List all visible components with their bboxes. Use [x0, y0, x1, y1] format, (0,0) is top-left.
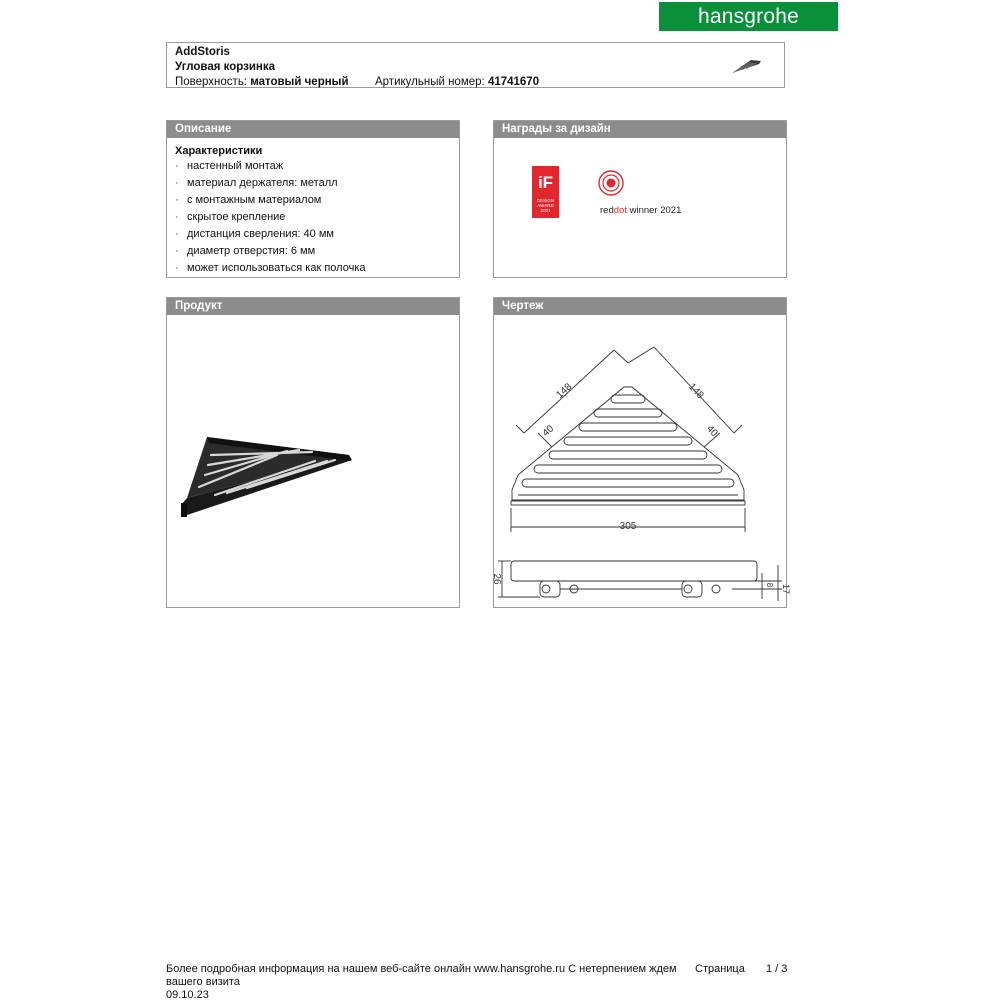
if-design-award-icon [532, 166, 559, 218]
svg-text:reddot winner 2021: reddot winner 2021 [600, 205, 682, 216]
product-meta [175, 75, 776, 90]
dim-small-17: 17 [781, 583, 791, 595]
footer-date: 09.10.23 [166, 989, 209, 1001]
feature-list [167, 158, 459, 277]
footer-text-line2: вашего визита [166, 976, 240, 988]
feature-item: · с монтажным материалом [175, 194, 322, 206]
surface-label: Поверхность: [175, 76, 248, 88]
basket-side-outline [511, 561, 757, 581]
technical-drawing [491, 315, 791, 607]
description-panel [166, 120, 460, 278]
awards-panel-title: Награды за дизайн [494, 121, 786, 138]
awards-panel [493, 120, 787, 278]
page-number: 1 / 3 [766, 963, 788, 975]
footer-text-line1: Более подробная информация на нашем веб-сайте онлайн www.hansgrohe.ru С нетерпением ждем [166, 963, 677, 975]
dim-right-side: 148 [686, 381, 706, 402]
awards-logos [494, 138, 786, 277]
article-label: Артикульный номер: [374, 76, 485, 88]
product-panel-title: Продукт [167, 298, 459, 315]
product-name: AddStoris [175, 46, 230, 58]
basket-top-outline [512, 387, 744, 500]
characteristics-title: Характеристики [175, 145, 263, 157]
feature-item: · материал держателя: металл [175, 177, 338, 189]
reddot-award-icon [599, 171, 681, 216]
dim-height: 26 [491, 573, 502, 585]
feature-item: · может использоваться как полочка [175, 262, 366, 274]
svg-text:2021: 2021 [540, 208, 551, 213]
svg-text:DESIGN: DESIGN [536, 198, 555, 203]
description-panel-title: Описание [167, 121, 459, 138]
product-panel [166, 297, 460, 608]
dim-small-8: 8 [765, 582, 774, 588]
dim-left-side: 148 [554, 381, 575, 401]
dim-width: 305 [619, 521, 637, 532]
hansgrohe-logo: hansgrohe [659, 2, 838, 31]
dim-right-inset: 40 [704, 423, 720, 440]
article-value: 41741670 [487, 76, 540, 88]
product-thumbnail-icon [729, 56, 763, 76]
dim-left-inset: 40 [540, 423, 557, 439]
feature-item: · скрытое крепление [175, 211, 286, 223]
drawing-panel [491, 297, 791, 608]
product-header [166, 42, 785, 88]
feature-item: · диаметр отверстия: 6 мм [175, 245, 316, 257]
page-label: Страница [695, 963, 745, 975]
product-image [167, 315, 459, 607]
svg-text:AWARD: AWARD [537, 203, 554, 208]
surface-value: матовый черный [250, 76, 349, 88]
drawing-panel-title: Чертеж [494, 298, 786, 315]
feature-item: · настенный монтаж [175, 160, 284, 172]
product-type: Угловая корзинка [175, 61, 276, 73]
feature-item: · дистанция сверления: 40 мм [175, 228, 334, 240]
page-footer [166, 963, 796, 1002]
svg-text:iF: iF [537, 173, 554, 192]
